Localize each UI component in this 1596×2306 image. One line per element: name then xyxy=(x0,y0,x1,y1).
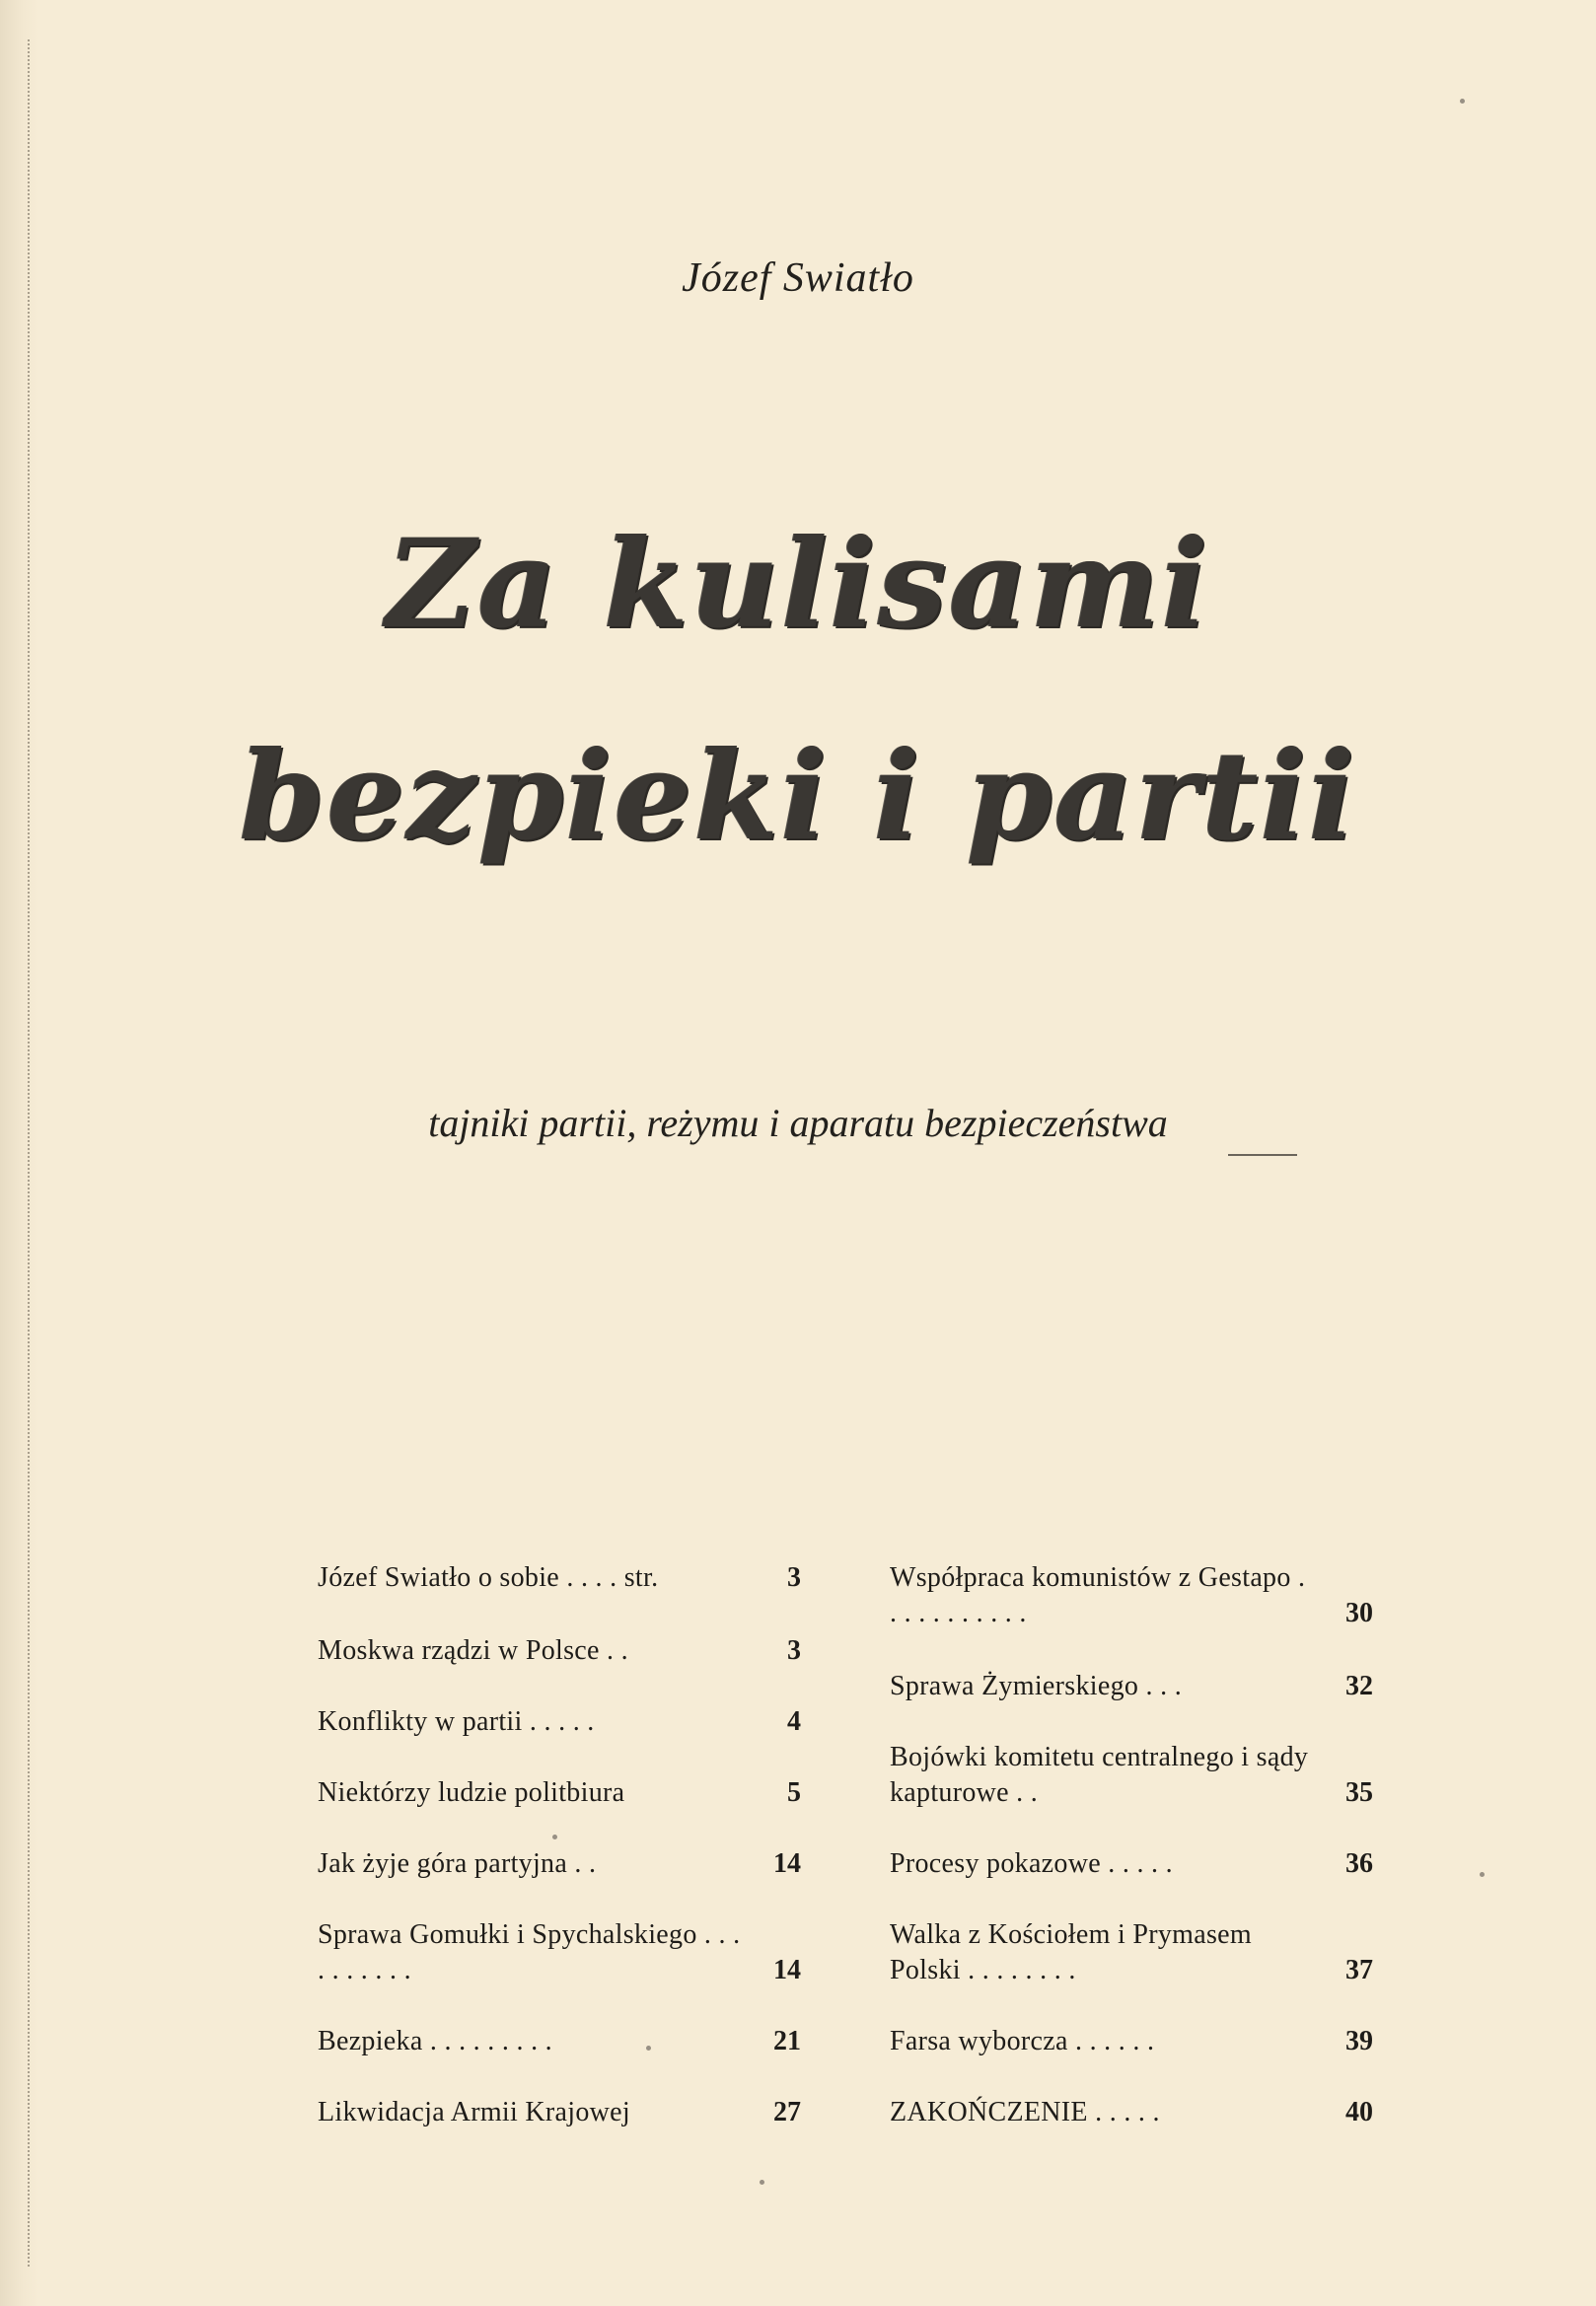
toc-entry xyxy=(318,1775,801,1811)
ink-speck xyxy=(1460,99,1465,104)
toc-entry-label: Józef Swiatło o sobie . . . . str. xyxy=(318,1562,659,1593)
toc-entry-label: Procesy pokazowe . . . . . xyxy=(890,1848,1173,1879)
toc-entry-page: 14 xyxy=(773,1848,801,1879)
paper-edge xyxy=(0,0,39,2306)
toc-entry-label: Bojówki komitetu centralnego i sądy kapturowe . . xyxy=(890,1742,1309,1808)
toc-entry-page: 40 xyxy=(1345,2097,1373,2127)
title-line-2: bezpieki i partii xyxy=(239,725,1357,868)
toc-entry-label: Sprawa Gomułki i Spychalskiego . . . . . . . . . . xyxy=(318,1919,741,1985)
toc-entry xyxy=(318,2095,801,2130)
toc-entry-label: Współpraca komunistów z Gestapo . . . . . . . . . . . xyxy=(890,1562,1306,1628)
toc-entry-page: 30 xyxy=(1345,1598,1373,1628)
toc-entry-page: 32 xyxy=(1345,1671,1373,1701)
toc-entry xyxy=(890,1669,1373,1704)
toc-entry-label: Farsa wyborcza . . . . . . xyxy=(890,2026,1155,2056)
toc-entry xyxy=(318,1560,801,1596)
toc-entry-page: 36 xyxy=(1345,1848,1373,1879)
ink-speck xyxy=(1480,1872,1485,1877)
toc-left-column xyxy=(318,1560,801,2166)
toc-entry xyxy=(890,2095,1373,2130)
toc-entry-label: Bezpieka . . . . . . . . . xyxy=(318,2026,552,2056)
title-line-1: Za kulisami xyxy=(386,513,1210,656)
author-name: Józef Swiatło xyxy=(682,255,914,301)
toc-entry-page: 14 xyxy=(773,1955,801,1985)
toc-entry-label: ZAKOŃCZENIE . . . . . xyxy=(890,2097,1160,2127)
toc-entry xyxy=(318,1846,801,1882)
toc-entry-label: Sprawa Żymierskiego . . . xyxy=(890,1671,1182,1701)
toc-entry xyxy=(318,1633,801,1669)
toc-entry xyxy=(890,1740,1373,1811)
toc-entry-label: Moskwa rządzi w Polsce . . xyxy=(318,1635,628,1666)
toc-entry-page: 3 xyxy=(787,1562,801,1593)
toc-entry-page: 21 xyxy=(773,2026,801,2056)
ink-speck xyxy=(552,1835,557,1839)
toc-entry-page: 37 xyxy=(1345,1955,1373,1985)
toc-entry-page: 39 xyxy=(1345,2026,1373,2056)
subtitle: tajniki partii, reżymu i aparatu bezpieczeństwa xyxy=(428,1101,1168,1145)
toc-entry-page: 4 xyxy=(787,1706,801,1737)
subtitle-underline xyxy=(1228,1154,1297,1156)
toc-entry-label: Konflikty w partii . . . . . xyxy=(318,1706,595,1737)
perforation-edge xyxy=(28,39,34,2267)
toc-entry xyxy=(318,1704,801,1740)
toc-entry xyxy=(890,1846,1373,1882)
toc-entry-label: Jak żyje góra partyjna . . xyxy=(318,1848,597,1879)
toc-entry-page: 3 xyxy=(787,1635,801,1666)
toc-entry xyxy=(318,2024,801,2059)
toc-entry xyxy=(890,1560,1373,1631)
ink-speck xyxy=(760,2180,764,2185)
toc-entry-label: Walka z Kościołem i Prymasem Polski . . . . . . . . xyxy=(890,1919,1252,1985)
toc-entry-page: 27 xyxy=(773,2097,801,2127)
ink-speck xyxy=(646,2046,651,2051)
toc-entry-label: Likwidacja Armii Krajowej xyxy=(318,2097,630,2127)
toc-entry xyxy=(318,1917,801,1988)
toc-entry-page: 35 xyxy=(1345,1777,1373,1808)
toc-entry-label: Niektórzy ludzie politbiura xyxy=(318,1777,625,1808)
toc-entry xyxy=(890,1917,1373,1988)
toc-right-column xyxy=(890,1560,1373,2166)
toc-entry xyxy=(890,2024,1373,2059)
toc-entry-page: 5 xyxy=(787,1777,801,1808)
